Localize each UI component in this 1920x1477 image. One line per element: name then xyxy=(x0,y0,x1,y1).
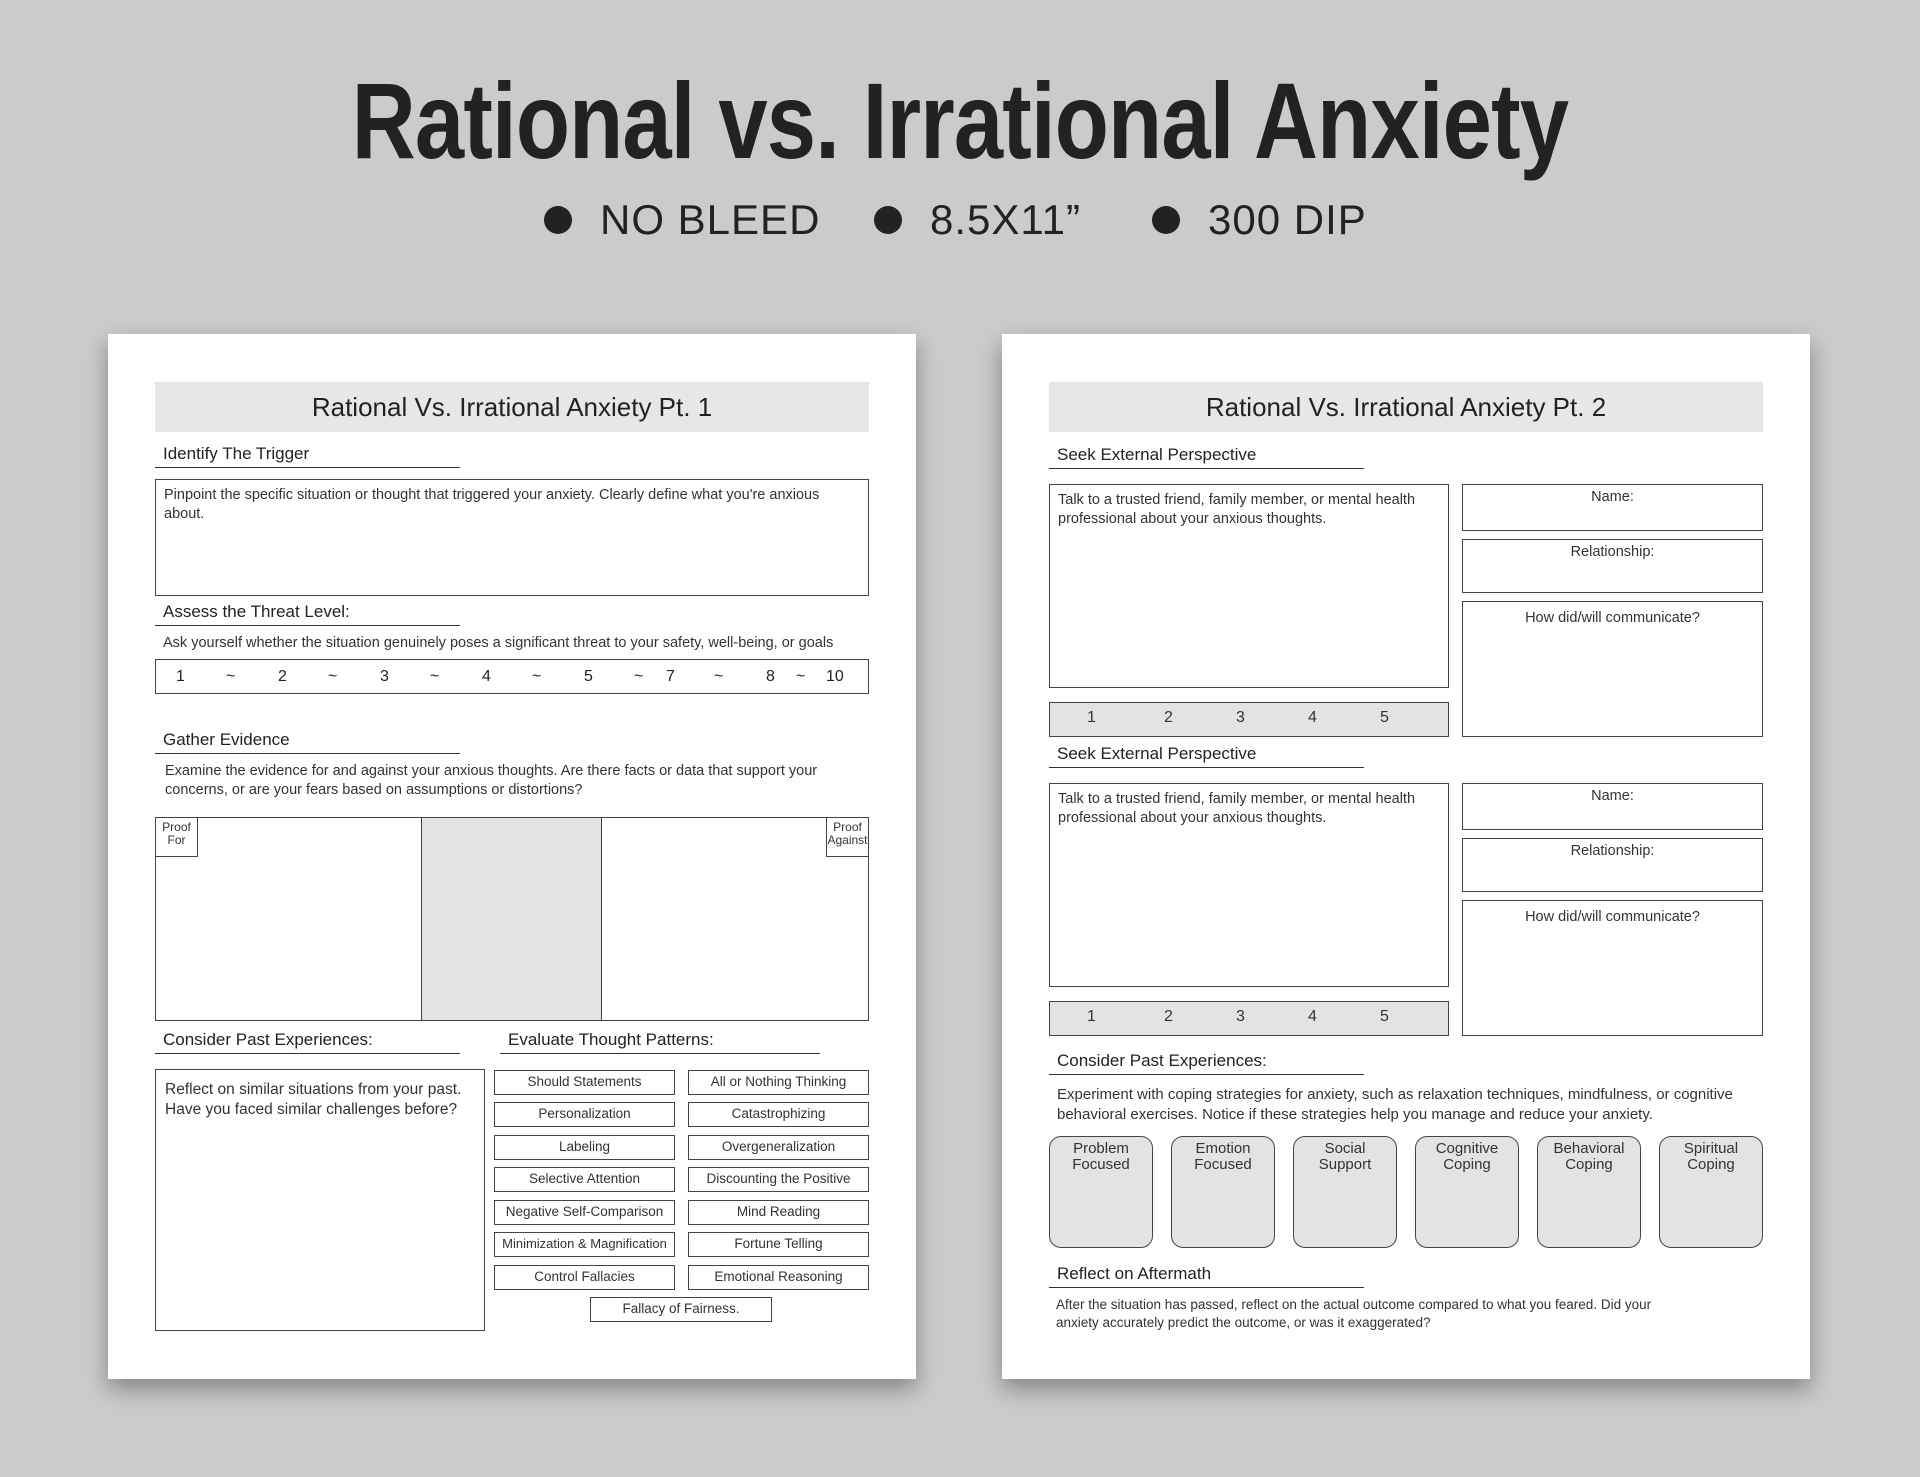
coping-line: Problem xyxy=(1073,1140,1129,1157)
pattern-option[interactable]: Labeling xyxy=(494,1135,675,1160)
pattern-option[interactable]: Fallacy of Fairness. xyxy=(590,1297,772,1322)
communicate-field[interactable] xyxy=(1462,900,1763,1036)
threat-prompt: Ask yourself whether the situation genuinely poses a significant threat to your safety, well-being, or goals xyxy=(163,635,834,651)
section-heading: Assess the Threat Level: xyxy=(155,602,460,626)
rating-value: 4 xyxy=(1308,709,1317,726)
scale-value: 2 xyxy=(278,667,287,685)
evidence-prompt: Examine the evidence for and against your anxious thoughts. Are there facts or data that support your concerns, or are your fears based on assumptions or distortions? xyxy=(165,763,818,798)
coping-line: Focused xyxy=(1072,1155,1130,1173)
coping-option-emotion-focused[interactable] xyxy=(1171,1136,1275,1248)
proof-for-tag xyxy=(155,817,198,857)
coping-option-social-support[interactable] xyxy=(1293,1136,1397,1248)
spec-item xyxy=(874,196,1081,244)
pattern-option[interactable]: Personalization xyxy=(494,1102,675,1127)
pattern-option[interactable]: Selective Attention xyxy=(494,1167,675,1192)
perspective-prompt: Talk to a trusted friend, family member, or mental health professional about your anxious thoughts. xyxy=(1058,492,1416,527)
threat-scale[interactable] xyxy=(155,659,869,694)
scale-value: 3 xyxy=(380,667,389,685)
relationship-label: Relationship: xyxy=(1570,544,1655,560)
pattern-option[interactable]: Mind Reading xyxy=(688,1200,869,1225)
spec-label: NO BLEED xyxy=(600,196,821,243)
rating-value: 1 xyxy=(1087,709,1096,726)
worksheet-page-1 xyxy=(108,334,916,1379)
rating-value: 1 xyxy=(1087,1008,1096,1025)
pattern-option[interactable]: Negative Self-Comparison xyxy=(494,1200,675,1225)
scale-separator: ~ xyxy=(714,667,724,685)
name-field[interactable] xyxy=(1462,783,1763,830)
scale-separator: ~ xyxy=(226,667,236,685)
evidence-divider-column xyxy=(421,817,602,1021)
coping-line: Focused xyxy=(1194,1155,1252,1173)
bullet-icon xyxy=(544,206,572,234)
communicate-field[interactable] xyxy=(1462,601,1763,737)
pattern-option[interactable]: Control Fallacies xyxy=(494,1265,675,1290)
scale-value: 1 xyxy=(176,667,185,685)
coping-line: Behavioral xyxy=(1553,1140,1625,1157)
coping-line: Spiritual xyxy=(1683,1140,1739,1157)
trigger-prompt: Pinpoint the specific situation or thought that triggered your anxiety. Clearly define what you're anxious about. xyxy=(164,487,820,522)
pattern-option[interactable]: Discounting the Positive xyxy=(688,1167,869,1192)
perspective-notes-field[interactable] xyxy=(1049,783,1449,987)
tag-line: Proof xyxy=(833,820,862,834)
bullet-icon xyxy=(874,206,902,234)
page-title: Rational Vs. Irrational Anxiety Pt. 1 xyxy=(155,382,869,432)
coping-line: Social xyxy=(1324,1140,1366,1157)
name-label: Name: xyxy=(1591,489,1634,505)
tag-line: For xyxy=(167,832,186,847)
coping-line: Coping xyxy=(1565,1155,1613,1173)
trigger-field[interactable] xyxy=(155,479,869,596)
tag-line: Proof xyxy=(162,820,191,834)
scale-separator: ~ xyxy=(796,667,806,685)
pattern-option[interactable]: Overgeneralization xyxy=(688,1135,869,1160)
scale-value: 5 xyxy=(584,667,593,685)
name-label: Name: xyxy=(1591,788,1634,804)
pattern-option[interactable]: Fortune Telling xyxy=(688,1232,869,1257)
spec-list xyxy=(0,196,1920,246)
section-heading: Evaluate Thought Patterns: xyxy=(500,1030,820,1054)
scale-value: 10 xyxy=(826,667,844,685)
worksheet-page-2 xyxy=(1002,334,1810,1379)
rating-bar[interactable] xyxy=(1049,1001,1449,1036)
section-heading: Consider Past Experiences: xyxy=(155,1030,460,1054)
section-heading: Seek External Perspective xyxy=(1049,445,1364,469)
section-heading: Seek External Perspective xyxy=(1049,744,1364,768)
coping-line: Support xyxy=(1318,1155,1372,1173)
past-prompt: Reflect on similar situations from your past. Have you faced similar challenges before? xyxy=(165,1081,462,1119)
coping-option-cognitive-coping[interactable] xyxy=(1415,1136,1519,1248)
scale-separator: ~ xyxy=(532,667,542,685)
section-heading: Reflect on Aftermath xyxy=(1049,1264,1364,1288)
section-heading: Identify The Trigger xyxy=(155,444,460,468)
scale-value: 8 xyxy=(766,667,775,685)
spec-label: 300 DIP xyxy=(1208,196,1367,243)
section-heading: Consider Past Experiences: xyxy=(1049,1051,1364,1075)
main-title: Rational vs. Irrational Anxiety xyxy=(351,60,1569,181)
rating-value: 3 xyxy=(1236,1008,1245,1025)
rating-value: 5 xyxy=(1380,709,1389,726)
scale-value: 7 xyxy=(666,667,675,685)
communicate-label: How did/will communicate? xyxy=(1525,909,1700,925)
pattern-option[interactable]: Minimization & Magnification xyxy=(494,1232,675,1257)
section-heading: Gather Evidence xyxy=(155,730,460,754)
perspective-notes-field[interactable] xyxy=(1049,484,1449,688)
scale-value: 4 xyxy=(482,667,491,685)
relationship-field[interactable] xyxy=(1462,539,1763,593)
spec-item xyxy=(544,196,820,244)
rating-value: 2 xyxy=(1164,709,1173,726)
scale-separator: ~ xyxy=(634,667,644,685)
coping-line: Coping xyxy=(1687,1155,1735,1173)
coping-option-problem-focused[interactable] xyxy=(1049,1136,1153,1248)
pattern-option[interactable]: Catastrophizing xyxy=(688,1102,869,1127)
bullet-icon xyxy=(1152,206,1180,234)
coping-line: Cognitive xyxy=(1435,1140,1499,1157)
coping-option-spiritual-coping[interactable] xyxy=(1659,1136,1763,1248)
pattern-option[interactable]: Should Statements xyxy=(494,1070,675,1095)
rating-value: 5 xyxy=(1380,1008,1389,1025)
rating-bar[interactable] xyxy=(1049,702,1449,737)
coping-line: Emotion xyxy=(1195,1140,1251,1157)
perspective-prompt: Talk to a trusted friend, family member, or mental health professional about your anxious thoughts. xyxy=(1058,791,1416,826)
spec-label: 8.5X11” xyxy=(930,196,1081,243)
aftermath-prompt: After the situation has passed, reflect on the actual outcome compared to what you feared. Did your anxiety accurately predict the outcome, or was it exaggerated? xyxy=(1056,1297,1652,1330)
tag-line: Against xyxy=(827,832,868,847)
communicate-label: How did/will communicate? xyxy=(1525,610,1700,626)
coping-prompt: Experiment with coping strategies for anxiety, such as relaxation techniques, mindfulness, or cognitive behavioral exercises. Notice if these strategies help you manage and reduce your anxiety. xyxy=(1057,1086,1733,1123)
scale-separator: ~ xyxy=(430,667,440,685)
coping-option-behavioral-coping[interactable] xyxy=(1537,1136,1641,1248)
rating-value: 4 xyxy=(1308,1008,1317,1025)
rating-value: 3 xyxy=(1236,709,1245,726)
rating-value: 2 xyxy=(1164,1008,1173,1025)
scale-separator: ~ xyxy=(328,667,338,685)
name-field[interactable] xyxy=(1462,484,1763,531)
spec-item xyxy=(1152,196,1367,244)
proof-against-tag xyxy=(826,817,869,857)
relationship-field[interactable] xyxy=(1462,838,1763,892)
page-title: Rational Vs. Irrational Anxiety Pt. 2 xyxy=(1049,382,1763,432)
pattern-option[interactable]: All or Nothing Thinking xyxy=(688,1070,869,1095)
past-experiences-field[interactable] xyxy=(155,1069,485,1331)
pattern-option[interactable]: Emotional Reasoning xyxy=(688,1265,869,1290)
relationship-label: Relationship: xyxy=(1570,843,1655,859)
coping-line: Coping xyxy=(1443,1155,1491,1173)
